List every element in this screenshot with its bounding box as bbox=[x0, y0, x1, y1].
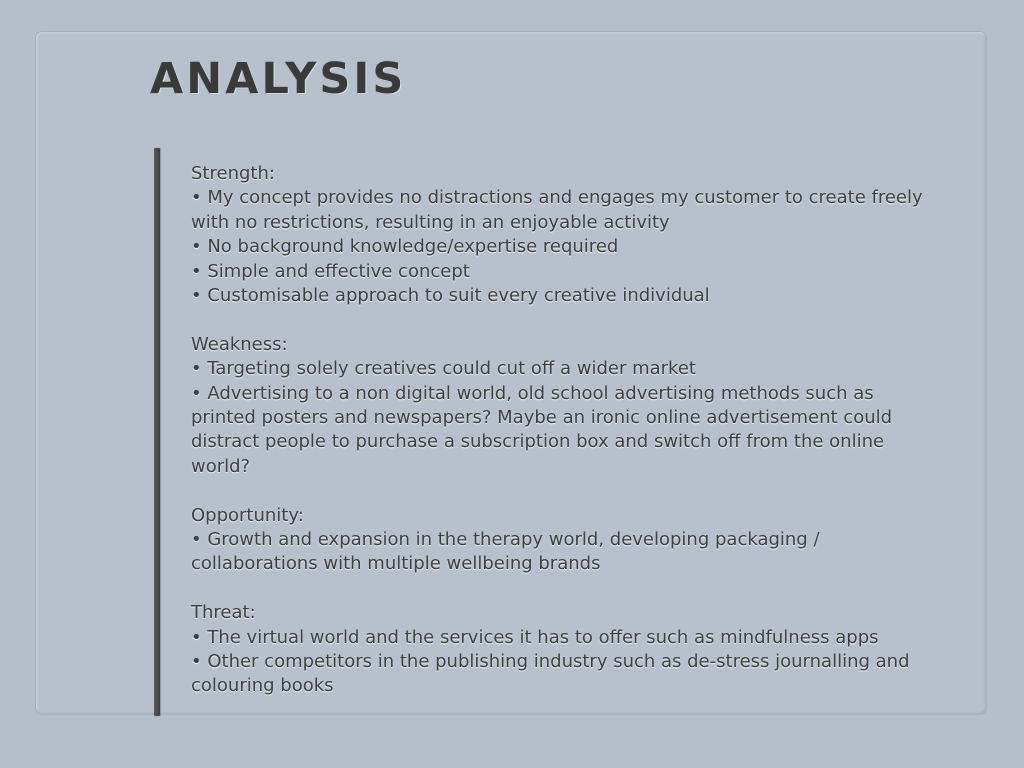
bullet-item: • Advertising to a non digital world, old school advertising methods such as printed posters and newspapers? Maybe an ironic online advertisement could distract people to purchase a subscription box and switch off from the online world? bbox=[191, 382, 893, 477]
section-heading: Threat: bbox=[191, 602, 256, 624]
bullet-item: • My concept provides no distractions and engages my customer to create freely with no restrictions, resulting in an enjoyable activity bbox=[191, 187, 923, 233]
section-heading: Weakness: bbox=[191, 333, 288, 355]
bullet-item: • Growth and expansion in the therapy world, developing packaging / collaborations with multiple wellbeing brands bbox=[191, 529, 820, 575]
section-heading: Opportunity: bbox=[191, 504, 304, 526]
bullet-item: • The virtual world and the services it has to offer such as mindfulness apps bbox=[191, 626, 879, 648]
section-weakness bbox=[191, 333, 931, 479]
analysis-body bbox=[191, 162, 931, 699]
section-opportunity bbox=[191, 504, 931, 577]
section-heading: Strength: bbox=[191, 163, 275, 184]
slide-title: ANALYSIS bbox=[150, 54, 407, 104]
bullet-item: • Targeting solely creatives could cut off a wider market bbox=[191, 358, 696, 380]
bullet-item: • Other competitors in the publishing industry such as de-stress journalling and colouring books bbox=[191, 651, 910, 697]
vertical-divider bbox=[154, 148, 160, 716]
bullet-item: • Simple and effective concept bbox=[191, 260, 470, 282]
bullet-item: • No background knowledge/expertise required bbox=[191, 236, 619, 258]
bullet-item: • Customisable approach to suit every creative individual bbox=[191, 285, 710, 307]
section-threat bbox=[191, 601, 931, 699]
section-strength bbox=[191, 162, 931, 308]
